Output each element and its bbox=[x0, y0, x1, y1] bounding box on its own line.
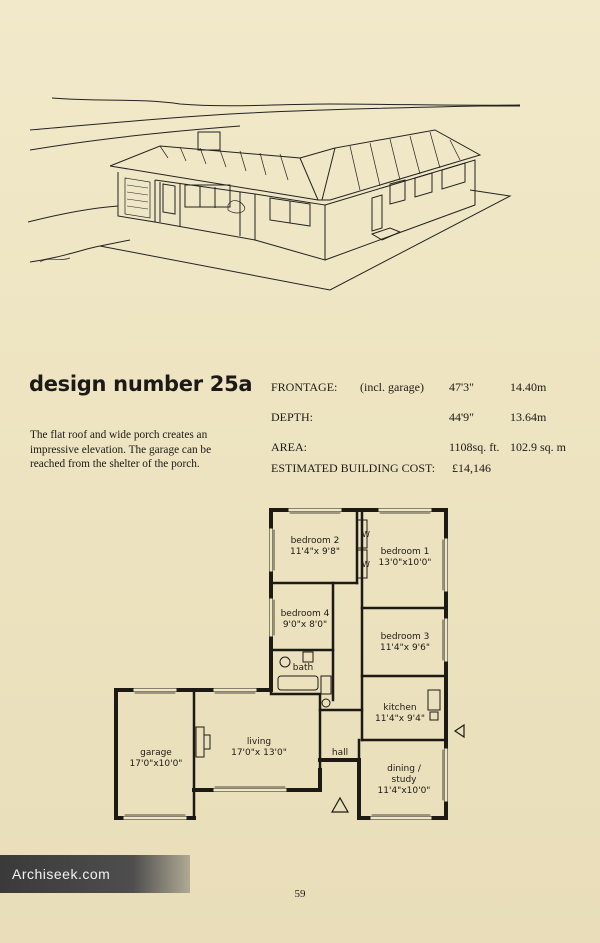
design-description: The flat roof and wide porch creates an impressive elevation. The garage can be reached from the shelter of the porch. bbox=[30, 429, 212, 471]
room-bedroom-3: bedroom 3 11'4"x 9'6" bbox=[379, 632, 431, 653]
room-bedroom-2: bedroom 2 11'4"x 9'8" bbox=[289, 536, 341, 557]
room-bedroom-1: bedroom 1 13'0"x10'0" bbox=[378, 547, 432, 568]
frontage-imperial: 47'3" bbox=[449, 380, 475, 394]
page-number: 59 bbox=[294, 888, 306, 900]
area-label: AREA: bbox=[271, 440, 307, 454]
area-imperial: 1108sq. ft. bbox=[449, 440, 500, 454]
frontage-label: FRONTAGE: bbox=[271, 380, 338, 394]
wardrobe-mark-1: W bbox=[362, 530, 370, 539]
wardrobe-mark-2: W bbox=[362, 560, 370, 569]
frontage-note: (incl. garage) bbox=[360, 380, 424, 394]
room-garage: garage 17'0"x10'0" bbox=[129, 748, 183, 769]
cost-label: ESTIMATED BUILDING COST: bbox=[271, 461, 436, 475]
room-hall: hall bbox=[331, 748, 349, 758]
design-title: design number 25a bbox=[29, 372, 253, 396]
area-metric: 102.9 sq. m bbox=[510, 440, 567, 454]
watermark-banner: Archiseek.com bbox=[0, 855, 190, 893]
depth-label: DEPTH: bbox=[271, 410, 313, 424]
frontage-metric: 14.40m bbox=[510, 380, 547, 394]
room-bath: bath bbox=[292, 663, 314, 673]
depth-imperial: 44'9" bbox=[449, 410, 475, 424]
depth-metric: 13.64m bbox=[510, 410, 547, 424]
cost-value: £14,146 bbox=[452, 461, 491, 475]
room-dining-study: dining / study 11'4"x10'0" bbox=[377, 764, 431, 796]
room-living: living 17'0"x 13'0" bbox=[231, 737, 287, 758]
room-bedroom-4: bedroom 4 9'0"x 8'0" bbox=[280, 609, 330, 630]
room-kitchen: kitchen 11'4"x 9'4" bbox=[374, 703, 426, 724]
